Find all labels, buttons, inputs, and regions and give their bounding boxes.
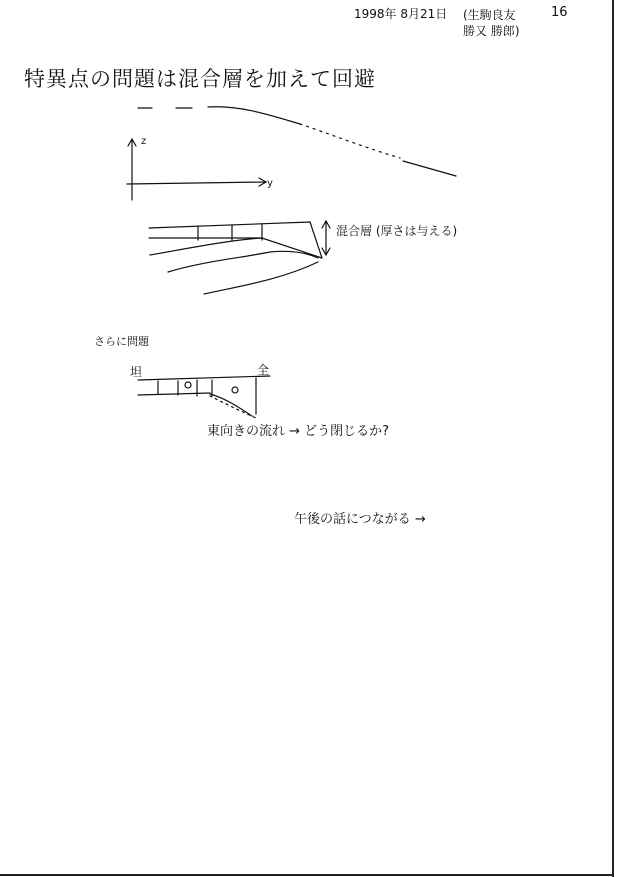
- headline-note: 特異点の問題は混合層を加えて回避: [24, 67, 376, 91]
- afternoon-note: 午後の話につながる →: [294, 512, 426, 527]
- left-boundary-mark: 坦: [130, 365, 143, 379]
- page-number: 16: [551, 5, 568, 20]
- author-line-1: (生駒良友: [463, 8, 516, 22]
- right-boundary-mark: 全: [257, 363, 270, 377]
- curve-tail: [403, 161, 456, 176]
- layer-top-line: [149, 222, 310, 228]
- flow-symbol-2: [232, 387, 238, 393]
- deep-curve-3: [204, 262, 318, 294]
- author-line-2: 勝又 勝郎): [463, 24, 520, 38]
- dotted-curve: [300, 124, 400, 158]
- date-label: 1998年 8月21日: [354, 7, 448, 21]
- dashed-curve: [138, 107, 300, 124]
- axis-y-label: y: [267, 178, 273, 189]
- axis-y-line: [127, 182, 266, 184]
- flow-note: 東向きの流れ → どう閉じるか?: [207, 424, 390, 439]
- sub-heading: さらに問題: [94, 335, 149, 348]
- lower-layer-line: [138, 393, 210, 395]
- mixed-layer-note: 混合層 (厚さは与える): [336, 224, 458, 238]
- deep-curve-2: [168, 251, 318, 272]
- lower-surface-line: [138, 376, 270, 380]
- layer-slant: [310, 222, 322, 258]
- lower-curve: [210, 394, 252, 416]
- flow-symbol-1: [185, 382, 191, 388]
- deep-curve-1: [150, 238, 262, 255]
- flow-dotted: [210, 396, 256, 418]
- axis-z-label: z: [141, 136, 147, 147]
